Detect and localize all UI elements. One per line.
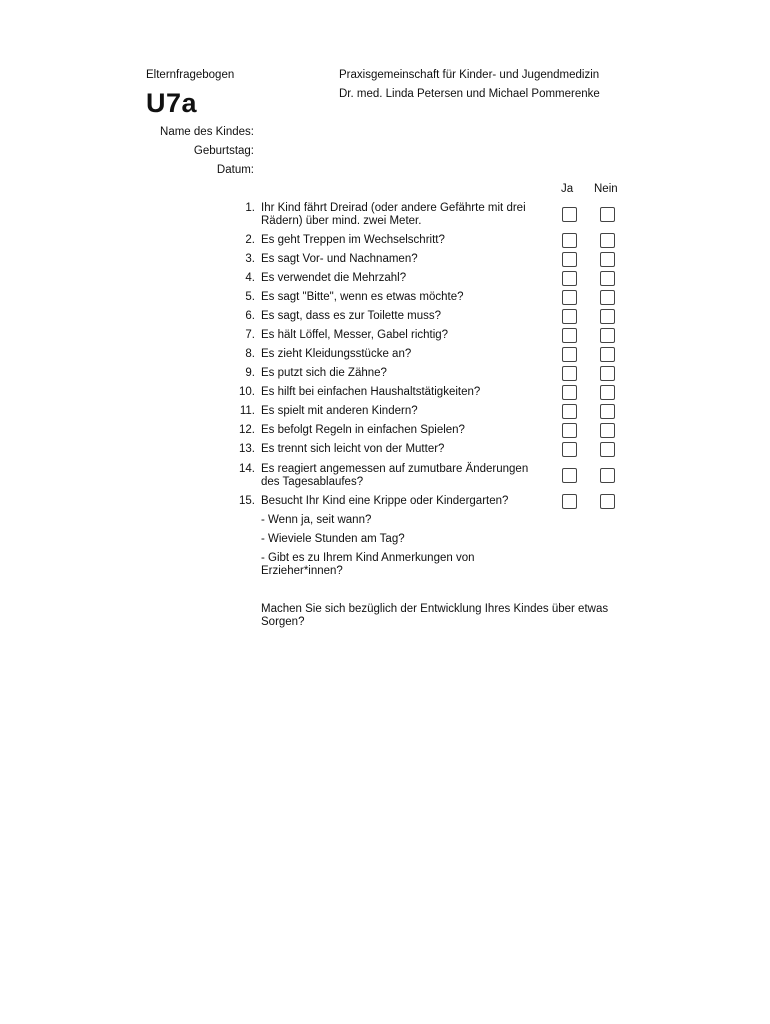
checkbox-yes[interactable] xyxy=(562,494,577,509)
question-text: Es sagt, dass es zur Toilette muss? xyxy=(261,310,442,322)
checkbox-yes[interactable] xyxy=(562,404,577,419)
checkbox-no[interactable] xyxy=(600,207,615,222)
question-text: Es reagiert angemessen auf zumutbare Änderungen des Tagesablaufes? xyxy=(261,463,529,488)
question-text: Es putzt sich die Zähne? xyxy=(261,367,387,379)
question-number: 5. xyxy=(245,291,255,303)
child-name-label: Name des Kindes: xyxy=(160,126,254,138)
question-number: 14. xyxy=(239,463,255,475)
checkbox-no[interactable] xyxy=(600,385,615,400)
doctor-names: Dr. med. Linda Petersen und Michael Pommerenke xyxy=(339,88,600,100)
sub-question: - Wieviele Stunden am Tag? xyxy=(261,533,405,545)
checkbox-no[interactable] xyxy=(600,423,615,438)
checkbox-no[interactable] xyxy=(600,309,615,324)
column-yes: Ja xyxy=(561,183,574,195)
checkbox-yes[interactable] xyxy=(562,366,577,381)
question-number: 6. xyxy=(245,310,255,322)
form-title: U7a xyxy=(146,88,198,118)
checkbox-yes[interactable] xyxy=(562,309,577,324)
checkbox-yes[interactable] xyxy=(562,442,577,457)
date-label: Datum: xyxy=(216,164,254,176)
checkbox-no[interactable] xyxy=(600,494,615,509)
checkbox-no[interactable] xyxy=(600,233,615,248)
question-text: Es geht Treppen im Wechselschritt? xyxy=(261,234,445,246)
practice-name: Praxisgemeinschaft für Kinder- und Jugendmedizin xyxy=(339,69,600,81)
question-text: Es hilft bei einfachen Haushaltstätigkeiten? xyxy=(261,386,481,398)
checkbox-no[interactable] xyxy=(600,271,615,286)
final-question: Machen Sie sich bezüglich der Entwicklung Ihres Kindes über etwas Sorgen? xyxy=(261,603,609,628)
checkbox-no[interactable] xyxy=(600,366,615,381)
question-number: 12. xyxy=(239,424,255,436)
checkbox-yes[interactable] xyxy=(562,207,577,222)
checkbox-no[interactable] xyxy=(600,290,615,305)
question-text: Es sagt Vor- und Nachnamen? xyxy=(261,253,418,265)
birthday-label: Geburtstag: xyxy=(193,145,254,157)
checkbox-yes[interactable] xyxy=(562,271,577,286)
checkbox-no[interactable] xyxy=(600,328,615,343)
checkbox-yes[interactable] xyxy=(562,423,577,438)
checkbox-no[interactable] xyxy=(600,468,615,483)
question-text: Besucht Ihr Kind eine Krippe oder Kindergarten? xyxy=(261,495,509,507)
sub-question: - Gibt es zu Ihrem Kind Anmerkungen von Erzieher*innen? xyxy=(261,552,475,577)
question-number: 1. xyxy=(245,202,255,214)
sub-question: - Wenn ja, seit wann? xyxy=(261,514,372,526)
question-text: Es sagt "Bitte", wenn es etwas möchte? xyxy=(261,291,464,303)
question-text: Es hält Löffel, Messer, Gabel richtig? xyxy=(261,329,449,341)
checkbox-no[interactable] xyxy=(600,347,615,362)
question-number: 2. xyxy=(245,234,255,246)
question-text: Es verwendet die Mehrzahl? xyxy=(261,272,407,284)
question-number: 13. xyxy=(239,443,255,455)
question-text: Es befolgt Regeln in einfachen Spielen? xyxy=(261,424,465,436)
question-number: 10. xyxy=(239,386,255,398)
checkbox-yes[interactable] xyxy=(562,233,577,248)
checkbox-yes[interactable] xyxy=(562,347,577,362)
question-number: 7. xyxy=(245,329,255,341)
checkbox-no[interactable] xyxy=(600,252,615,267)
question-number: 15. xyxy=(239,495,255,507)
checkbox-yes[interactable] xyxy=(562,385,577,400)
checkbox-yes[interactable] xyxy=(562,290,577,305)
question-text: Ihr Kind fährt Dreirad (oder andere Gefährte mit drei Rädern) über mind. zwei Meter. xyxy=(261,202,526,227)
checkbox-yes[interactable] xyxy=(562,328,577,343)
question-text: Es zieht Kleidungsstücke an? xyxy=(261,348,412,360)
question-number: 3. xyxy=(245,253,255,265)
checkbox-no[interactable] xyxy=(600,442,615,457)
question-number: 9. xyxy=(245,367,255,379)
question-text: Es spielt mit anderen Kindern? xyxy=(261,405,418,417)
checkbox-yes[interactable] xyxy=(562,252,577,267)
question-text: Es trennt sich leicht von der Mutter? xyxy=(261,443,445,455)
checkbox-yes[interactable] xyxy=(562,468,577,483)
question-number: 8. xyxy=(245,348,255,360)
question-number: 4. xyxy=(245,272,255,284)
document-type: Elternfragebogen xyxy=(146,69,235,81)
column-no: Nein xyxy=(594,183,618,195)
question-number: 11. xyxy=(239,405,255,417)
checkbox-no[interactable] xyxy=(600,404,615,419)
